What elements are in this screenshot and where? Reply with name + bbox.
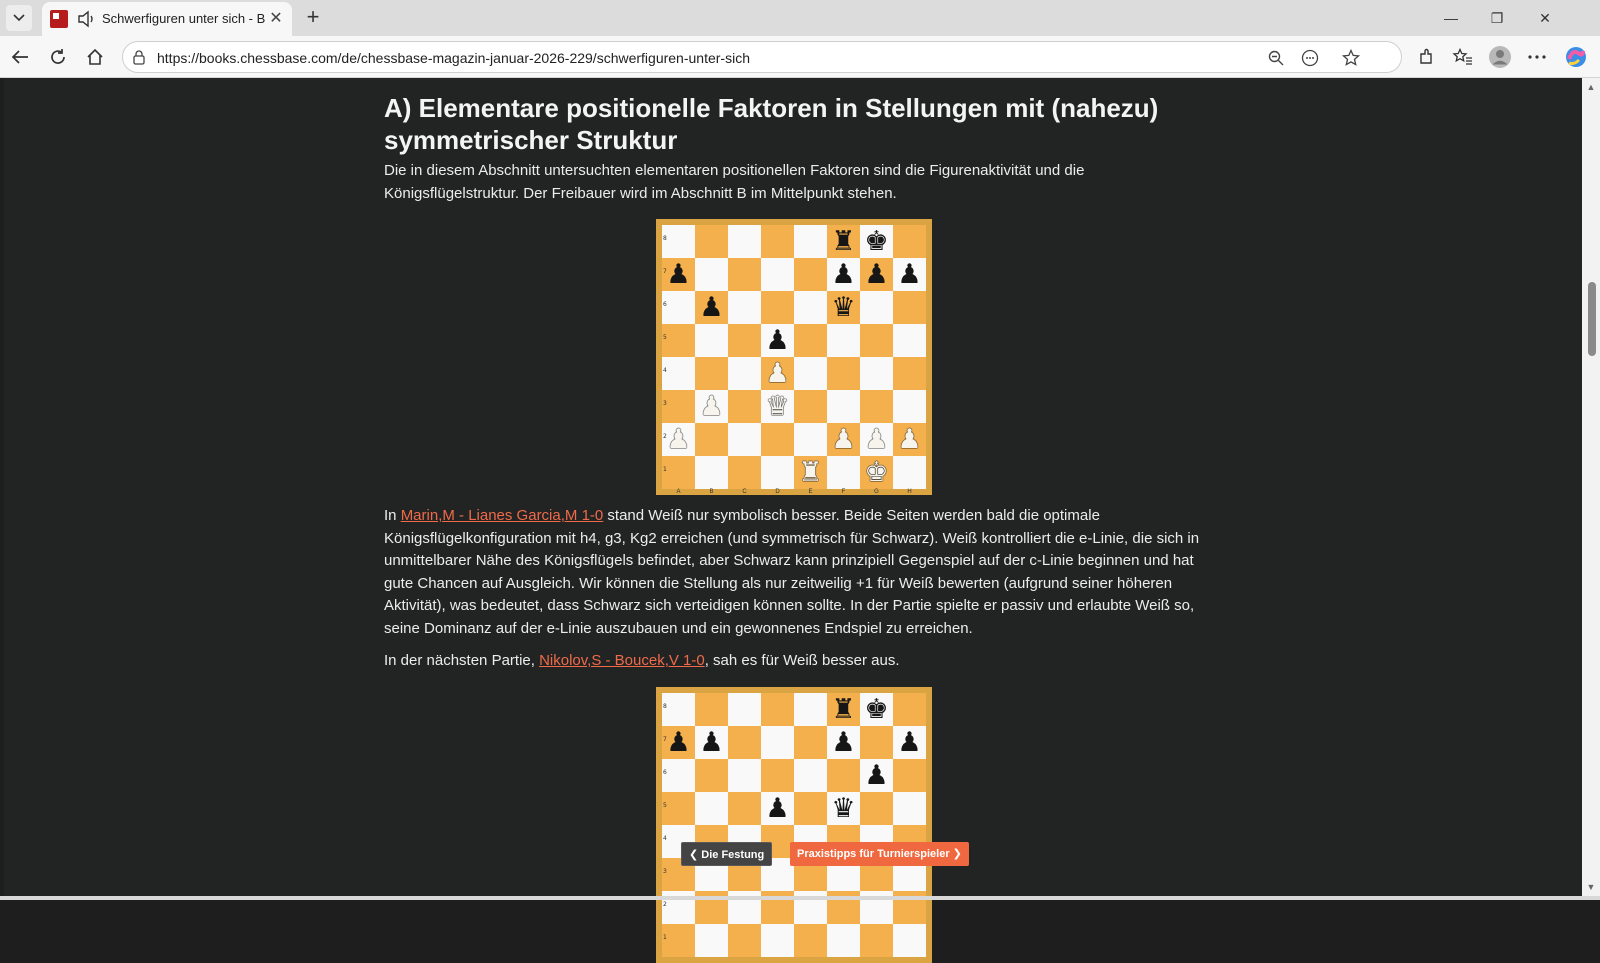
board-square: [893, 225, 926, 258]
white-pawn-icon: ♟: [699, 391, 724, 422]
board-square: [695, 924, 728, 957]
board-square: [695, 258, 728, 291]
intro-paragraph: Die in diesem Abschnitt untersuchten elementaren positionellen Faktoren sind die Figurenaktivität und die Königsflügelstruktur. Der Freibauer wird im Abschnitt B im Mittelpunkt stehen.: [384, 162, 1085, 202]
black-pawn-icon: ♟: [699, 292, 724, 323]
board-square: [662, 357, 695, 390]
board-square: [662, 759, 695, 792]
board-square: [860, 423, 893, 456]
board-square: [794, 324, 827, 357]
board-square: [695, 291, 728, 324]
board-square: [893, 390, 926, 423]
board-square: [695, 225, 728, 258]
black-pawn-icon: ♟: [765, 793, 790, 824]
scrollbar-thumb[interactable]: [1588, 282, 1596, 356]
board-square: [794, 258, 827, 291]
scroll-down-icon[interactable]: ▼: [1586, 882, 1596, 892]
board-square: [695, 390, 728, 423]
board-square: [662, 291, 695, 324]
board-square: [761, 924, 794, 957]
page-viewport: [4, 78, 1582, 941]
board-square: [761, 258, 794, 291]
previous-chapter-button[interactable]: [681, 842, 772, 866]
board-square: [695, 324, 728, 357]
url-text[interactable]: https://books.chessbase.com/de/chessbase-magazin-januar-2026-229/schwerfiguren-unter-sich: [157, 50, 750, 66]
board-square: [893, 456, 926, 489]
rank-label: 4: [663, 835, 667, 842]
board-square: [728, 225, 761, 258]
board-square: [860, 759, 893, 792]
black-king-icon: ♚: [864, 226, 889, 257]
chevron-down-icon: [13, 14, 25, 22]
file-label: C: [742, 489, 747, 495]
board-square: [728, 291, 761, 324]
para2-prefix: In der nächsten Partie,: [384, 652, 540, 669]
board-square: [761, 291, 794, 324]
board-square: [860, 324, 893, 357]
board-square: [893, 693, 926, 726]
board-square: [794, 456, 827, 489]
back-arrow-icon: [11, 49, 29, 65]
rank-label: 2: [663, 901, 667, 908]
board-square: [860, 225, 893, 258]
next-game-paragraph: [384, 650, 1204, 673]
board-square: [860, 258, 893, 291]
minimize-button[interactable]: —: [1444, 10, 1458, 26]
prev-label: Die Festung: [701, 849, 765, 861]
board-square: [794, 759, 827, 792]
chevron-right-icon: ❯: [949, 848, 962, 860]
board-square: [761, 759, 794, 792]
next-label: Praxistipps für Turnierspieler: [797, 848, 950, 860]
rank-label: 7: [663, 268, 667, 275]
tab-close-icon[interactable]: ✕: [269, 10, 283, 27]
scroll-up-icon[interactable]: ▲: [1586, 82, 1596, 92]
file-label: D: [775, 489, 780, 495]
board-square: [827, 357, 860, 390]
white-pawn-icon: ♟: [765, 358, 790, 389]
board-square: [794, 225, 827, 258]
board-square: [761, 423, 794, 456]
file-label: A: [676, 489, 681, 495]
board-square: [860, 792, 893, 825]
board-square: [662, 456, 695, 489]
board-square: [761, 456, 794, 489]
white-queen-icon: ♛: [765, 391, 790, 422]
favorites-list-icon[interactable]: [1449, 43, 1477, 71]
board-square: [827, 225, 860, 258]
board-square: [893, 258, 926, 291]
section-heading: A) Elementare positionelle Faktoren in Stellungen mit (nahezu) symmetrischer Struktur: [384, 93, 1159, 155]
board-square: [827, 423, 860, 456]
rank-label: 7: [663, 736, 667, 743]
black-rook-icon: ♜: [831, 226, 856, 257]
window-bottom-edge: [0, 896, 1600, 900]
favorite-star-icon[interactable]: [1339, 46, 1363, 70]
para2-text: , sah es für Weiß besser aus.: [704, 652, 900, 669]
board-square: [695, 792, 728, 825]
rank-label: 4: [663, 367, 667, 374]
board-square: [794, 924, 827, 957]
black-pawn-icon: ♟: [897, 727, 922, 758]
copilot-icon[interactable]: [1562, 43, 1590, 71]
rank-label: 3: [663, 868, 667, 875]
board-square: [893, 726, 926, 759]
rank-label: 1: [663, 934, 667, 941]
reader-mode-icon[interactable]: [1298, 46, 1322, 70]
board-square: [695, 423, 728, 456]
rank-label: 6: [663, 769, 667, 776]
board-square: [761, 390, 794, 423]
board-square: [695, 693, 728, 726]
board-square: [827, 792, 860, 825]
restore-button[interactable]: ❐: [1490, 10, 1504, 26]
board-square: [827, 258, 860, 291]
para1-text: stand Weiß nur symbolisch besser. Beide Seiten werden bald die optimale Königsflügelkonfiguration mit h4, g3, Kg2 erreichen (und symmetrisch für Schwarz). Weiß kontrolliert die e-Linie, die sich in unmittelbarer Nähe des Königsflügels befindet, aber Schwarz kann prinzipiell Gegenspiel auf der c-Linie beginnen und hat gute Chancen auf Ausgleich. Wir können die Stellung als nur zeitweilig +1 für Weiß bewerten (aufgrund seiner höheren Aktivität), was bedeutet, dass Schwarz sich verteidigen können sollte. In der Partie spielte er passiv und erlaubte Weiß so, seine Dominanz auf der e-Linie auszubauen und ein gewonnenes Endspiel zu erreichen.: [384, 507, 1200, 637]
board-square: [860, 924, 893, 957]
board-square: [827, 759, 860, 792]
black-pawn-icon: ♟: [864, 760, 889, 791]
board-square: [860, 726, 893, 759]
chess-board-1: [656, 219, 932, 495]
board-square: [827, 726, 860, 759]
rank-label: 5: [663, 334, 667, 341]
board-grid: [662, 225, 926, 489]
board-square: [761, 693, 794, 726]
black-pawn-icon: ♟: [765, 325, 790, 356]
board-square: [728, 792, 761, 825]
board-square: [860, 291, 893, 324]
board-square: [827, 456, 860, 489]
zoom-out-icon[interactable]: [1264, 46, 1288, 70]
board-square: [761, 726, 794, 759]
white-king-icon: ♚: [864, 457, 889, 488]
board-grid: [662, 693, 926, 957]
file-label: H: [907, 489, 912, 495]
white-rook-icon: ♜: [798, 457, 823, 488]
board-square: [728, 693, 761, 726]
reload-button[interactable]: [44, 43, 72, 71]
board-square: [893, 291, 926, 324]
board-square: [893, 357, 926, 390]
close-window-button[interactable]: ✕: [1539, 10, 1551, 26]
board-square: [794, 357, 827, 390]
white-pawn-icon: ♟: [897, 424, 922, 455]
black-queen-icon: ♛: [831, 292, 856, 323]
board-square: [728, 924, 761, 957]
game-link-marin[interactable]: Marin,M - Lianes Garcia,M 1-0: [400, 507, 604, 524]
black-rook-icon: ♜: [831, 694, 856, 725]
board-square: [662, 423, 695, 456]
tab-title: Schwerfiguren unter sich - B: [102, 11, 266, 26]
board-square: [662, 726, 695, 759]
black-pawn-icon: ♟: [831, 259, 856, 290]
board-square: [662, 924, 695, 957]
board-square: [695, 759, 728, 792]
chevron-left-icon: ❮: [689, 849, 702, 861]
black-pawn-icon: ♟: [831, 727, 856, 758]
board-square: [794, 726, 827, 759]
board-square: [728, 726, 761, 759]
black-king-icon: ♚: [864, 694, 889, 725]
board-square: [728, 390, 761, 423]
reload-icon: [49, 48, 67, 66]
board-square: [728, 258, 761, 291]
browser-toolbar: [0, 36, 1600, 78]
file-label: G: [874, 489, 879, 495]
board-square: [860, 390, 893, 423]
tab-list-button[interactable]: [6, 5, 32, 31]
black-queen-icon: ♛: [831, 793, 856, 824]
rank-label: 1: [663, 466, 667, 473]
board-square: [662, 258, 695, 291]
board-square: [827, 693, 860, 726]
more-options-icon[interactable]: [1523, 43, 1551, 71]
board-square: [860, 693, 893, 726]
white-pawn-icon: ♟: [666, 424, 691, 455]
board-square: [860, 357, 893, 390]
board-square: [794, 423, 827, 456]
black-pawn-icon: ♟: [666, 259, 691, 290]
board-square: [761, 792, 794, 825]
board-square: [794, 693, 827, 726]
rank-label: 8: [663, 235, 667, 242]
chess-board-2: [656, 687, 932, 963]
board-square: [827, 390, 860, 423]
board-square: [728, 423, 761, 456]
white-pawn-icon: ♟: [864, 424, 889, 455]
board-square: [761, 357, 794, 390]
board-square: [794, 390, 827, 423]
address-bar[interactable]: [122, 41, 1402, 73]
board-square: [695, 726, 728, 759]
home-button[interactable]: [81, 43, 109, 71]
board-square: [662, 390, 695, 423]
lock-icon[interactable]: [131, 49, 147, 65]
back-button[interactable]: [6, 43, 34, 71]
board-square: [794, 291, 827, 324]
board-square: [827, 291, 860, 324]
black-pawn-icon: ♟: [699, 727, 724, 758]
black-pawn-icon: ♟: [897, 259, 922, 290]
board-square: [662, 792, 695, 825]
speaker-icon[interactable]: [76, 9, 98, 29]
para1-prefix: In: [384, 507, 401, 524]
board-square: [761, 324, 794, 357]
board-square: [662, 225, 695, 258]
board-square: [893, 423, 926, 456]
new-tab-button[interactable]: +: [306, 4, 320, 29]
board-square: [893, 324, 926, 357]
file-label: F: [841, 489, 846, 495]
tab-bar: [0, 0, 1600, 36]
board-square: [662, 693, 695, 726]
white-pawn-icon: ♟: [831, 424, 856, 455]
rank-label: 8: [663, 703, 667, 710]
game-link-nikolov[interactable]: Nikolov,S - Boucek,V 1-0: [539, 652, 705, 669]
board-square: [827, 924, 860, 957]
black-pawn-icon: ♟: [666, 727, 691, 758]
rank-label: 2: [663, 433, 667, 440]
browser-tab[interactable]: [42, 2, 292, 36]
analysis-paragraph: [384, 505, 1204, 640]
file-label: B: [709, 489, 714, 495]
board-square: [893, 924, 926, 957]
board-square: [728, 759, 761, 792]
board-square: [695, 357, 728, 390]
home-icon: [86, 48, 104, 66]
vertical-scrollbar[interactable]: [1582, 78, 1600, 896]
board-square: [827, 324, 860, 357]
black-pawn-icon: ♟: [864, 259, 889, 290]
board-square: [728, 456, 761, 489]
rank-label: 3: [663, 400, 667, 407]
board-square: [893, 759, 926, 792]
profile-avatar-icon[interactable]: [1486, 43, 1514, 71]
board-square: [728, 324, 761, 357]
board-square: [761, 225, 794, 258]
board-square: [860, 456, 893, 489]
board-square: [794, 792, 827, 825]
board-square: [893, 792, 926, 825]
board-square: [695, 456, 728, 489]
extensions-icon[interactable]: [1412, 43, 1440, 71]
chessbase-favicon-icon: [50, 10, 68, 28]
file-label: E: [808, 489, 813, 495]
board-square: [728, 357, 761, 390]
file-labels: [662, 489, 926, 495]
rank-label: 6: [663, 301, 667, 308]
rank-label: 5: [663, 802, 667, 809]
board-square: [662, 324, 695, 357]
next-chapter-button[interactable]: [790, 842, 969, 866]
